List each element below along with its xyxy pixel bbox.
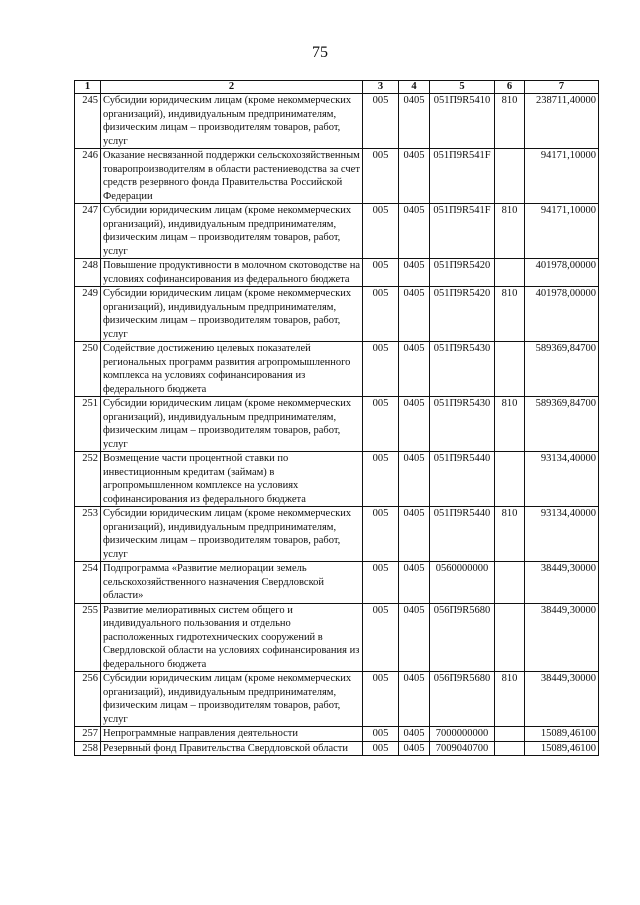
row-number: 251: [75, 397, 101, 452]
section-code: 0405: [399, 397, 430, 452]
target-article-code: 051П9R541F: [430, 149, 495, 204]
amount: 238711,40000: [525, 94, 599, 149]
expense-type-code: [495, 452, 525, 507]
amount: 401978,00000: [525, 287, 599, 342]
expense-name: Повышение продуктивности в молочном скотоводстве на условиях софинансирования из федерального бюджета: [101, 259, 363, 287]
amount: 38449,30000: [525, 672, 599, 727]
row-number: 255: [75, 603, 101, 672]
page-number: 75: [312, 44, 328, 61]
expense-name: Резервный фонд Правительства Свердловской области: [101, 741, 363, 756]
expense-name: Субсидии юридическим лицам (кроме некоммерческих организаций), индивидуальным предпринимателям, физическим лицам – производителям товаров, работ, услуг: [101, 287, 363, 342]
expense-type-code: [495, 603, 525, 672]
target-article-code: 0560000000: [430, 562, 495, 604]
row-number: 254: [75, 562, 101, 604]
row-number: 246: [75, 149, 101, 204]
amount: 15089,46100: [525, 727, 599, 742]
row-number: 245: [75, 94, 101, 149]
target-article-code: 051П9R5420: [430, 259, 495, 287]
expense-type-code: 810: [495, 507, 525, 562]
header-col-6: 6: [495, 81, 525, 94]
expense-name: Субсидии юридическим лицам (кроме некоммерческих организаций), индивидуальным предпринимателям, физическим лицам – производителям товаров, работ, услуг: [101, 204, 363, 259]
header-row: [75, 81, 599, 94]
ministry-code: 005: [363, 727, 399, 742]
ministry-code: 005: [363, 342, 399, 397]
expense-name: Субсидии юридическим лицам (кроме некоммерческих организаций), индивидуальным предпринимателям, физическим лицам – производителям товаров, работ, услуг: [101, 397, 363, 452]
expense-type-code: [495, 342, 525, 397]
section-code: 0405: [399, 452, 430, 507]
ministry-code: 005: [363, 287, 399, 342]
row-number: 250: [75, 342, 101, 397]
row-number: 258: [75, 741, 101, 756]
header-col-7: 7: [525, 81, 599, 94]
target-article-code: 7009040700: [430, 741, 495, 756]
section-code: 0405: [399, 287, 430, 342]
target-article-code: 051П9R5440: [430, 507, 495, 562]
header-col-2: 2: [101, 81, 363, 94]
target-article-code: 051П9R5440: [430, 452, 495, 507]
section-code: 0405: [399, 562, 430, 604]
table-row: [75, 672, 599, 727]
section-code: 0405: [399, 204, 430, 259]
row-number: 256: [75, 672, 101, 727]
amount: 93134,40000: [525, 507, 599, 562]
ministry-code: 005: [363, 452, 399, 507]
ministry-code: 005: [363, 149, 399, 204]
expense-name: Непрограммные направления деятельности: [101, 727, 363, 742]
target-article-code: 051П9R541F: [430, 204, 495, 259]
row-number: 252: [75, 452, 101, 507]
target-article-code: 051П9R5420: [430, 287, 495, 342]
expense-name: Субсидии юридическим лицам (кроме некоммерческих организаций), индивидуальным предпринимателям, физическим лицам – производителям товаров, работ, услуг: [101, 672, 363, 727]
expense-type-code: [495, 741, 525, 756]
expense-name: Подпрограмма «Развитие мелиорации земель сельскохозяйственного назначения Свердловской области»: [101, 562, 363, 604]
target-article-code: 056П9R5680: [430, 672, 495, 727]
budget-table: [74, 80, 599, 756]
expense-type-code: [495, 727, 525, 742]
expense-type-code: 810: [495, 397, 525, 452]
table-row: [75, 452, 599, 507]
table-row: [75, 727, 599, 742]
amount: 38449,30000: [525, 562, 599, 604]
header-col-3: 3: [363, 81, 399, 94]
target-article-code: 056П9R5680: [430, 603, 495, 672]
table-row: [75, 94, 599, 149]
amount: 94171,10000: [525, 149, 599, 204]
amount: 38449,30000: [525, 603, 599, 672]
amount: 94171,10000: [525, 204, 599, 259]
table-row: [75, 204, 599, 259]
expense-type-code: [495, 149, 525, 204]
expense-type-code: 810: [495, 672, 525, 727]
expense-type-code: [495, 259, 525, 287]
row-number: 257: [75, 727, 101, 742]
ministry-code: 005: [363, 603, 399, 672]
ministry-code: 005: [363, 204, 399, 259]
expense-name: Оказание несвязанной поддержки сельскохозяйственным товаропроизводителям в области растениеводства за счет средств резервного фонда Правительства Российской Федерации: [101, 149, 363, 204]
row-number: 253: [75, 507, 101, 562]
amount: 401978,00000: [525, 259, 599, 287]
row-number: 247: [75, 204, 101, 259]
ministry-code: 005: [363, 259, 399, 287]
expense-type-code: 810: [495, 94, 525, 149]
expense-type-code: 810: [495, 204, 525, 259]
ministry-code: 005: [363, 94, 399, 149]
section-code: 0405: [399, 342, 430, 397]
ministry-code: 005: [363, 397, 399, 452]
ministry-code: 005: [363, 672, 399, 727]
section-code: 0405: [399, 603, 430, 672]
table-row: [75, 397, 599, 452]
expense-type-code: [495, 562, 525, 604]
ministry-code: 005: [363, 507, 399, 562]
target-article-code: 051П9R5430: [430, 397, 495, 452]
expense-name: Содействие достижению целевых показателей региональных программ развития агропромышленного комплекса на условиях софинансирования из федерального бюджета: [101, 342, 363, 397]
header-col-4: 4: [399, 81, 430, 94]
section-code: 0405: [399, 741, 430, 756]
row-number: 248: [75, 259, 101, 287]
target-article-code: 051П9R5430: [430, 342, 495, 397]
amount: 589369,84700: [525, 342, 599, 397]
table-row: [75, 342, 599, 397]
header-col-1: 1: [75, 81, 101, 94]
ministry-code: 005: [363, 562, 399, 604]
table-row: [75, 741, 599, 756]
section-code: 0405: [399, 259, 430, 287]
amount: 15089,46100: [525, 741, 599, 756]
section-code: 0405: [399, 507, 430, 562]
table-row: [75, 287, 599, 342]
expense-type-code: 810: [495, 287, 525, 342]
row-number: 249: [75, 287, 101, 342]
amount: 589369,84700: [525, 397, 599, 452]
expense-name: Субсидии юридическим лицам (кроме некоммерческих организаций), индивидуальным предпринимателям, физическим лицам – производителям товаров, работ, услуг: [101, 507, 363, 562]
amount: 93134,40000: [525, 452, 599, 507]
header-col-5: 5: [430, 81, 495, 94]
table-row: [75, 603, 599, 672]
target-article-code: 7000000000: [430, 727, 495, 742]
table-row: [75, 562, 599, 604]
expense-name: Возмещение части процентной ставки по инвестиционным кредитам (займам) в агропромышленном комплексе на условиях софинансирования из федерального бюджета: [101, 452, 363, 507]
target-article-code: 051П9R5410: [430, 94, 495, 149]
section-code: 0405: [399, 672, 430, 727]
section-code: 0405: [399, 727, 430, 742]
table-row: [75, 507, 599, 562]
section-code: 0405: [399, 94, 430, 149]
table-row: [75, 149, 599, 204]
expense-name: Развитие мелиоративных систем общего и индивидуального пользования и отдельно расположенных гидротехнических сооружений в Свердловской области на условиях софинансирования из федерального бюджета: [101, 603, 363, 672]
expense-name: Субсидии юридическим лицам (кроме некоммерческих организаций), индивидуальным предпринимателям, физическим лицам – производителям товаров, работ, услуг: [101, 94, 363, 149]
ministry-code: 005: [363, 741, 399, 756]
section-code: 0405: [399, 149, 430, 204]
table-row: [75, 259, 599, 287]
